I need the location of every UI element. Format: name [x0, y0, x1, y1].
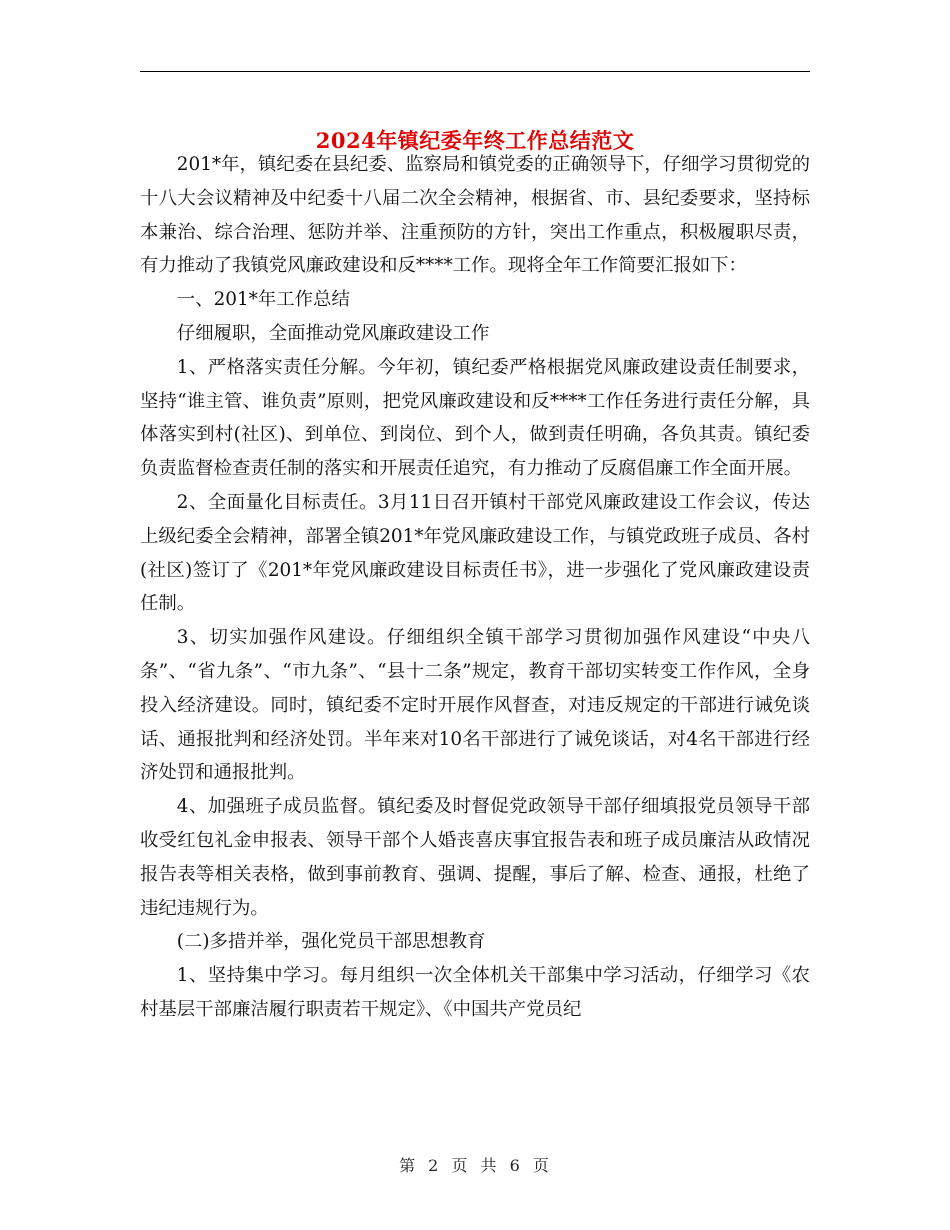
section-heading: 一、201*年工作总结	[176, 289, 350, 311]
document-body	[140, 148, 810, 1027]
document-title: 2024年镇纪委年终工作总结范文	[315, 128, 635, 154]
page-number-footer: 第 2 页 共 6 页	[399, 1156, 551, 1175]
paragraph-intro: 201*年，镇纪委在县纪委、监察局和镇党委的正确领导下，仔细学习贯彻党的十八大会议精神及中纪委十八届二次全会精神，根据省、市、县纪委要求，坚持标本兼治、综合治理、惩防并举、注重预防的方针，突出工作重点，积极履职尽责，有力推动了我镇党风廉政建设和反****工作。现将全年工作简要汇报如下：	[140, 154, 810, 277]
paragraph-item-2: 2、全面量化目标责任。3月11日召开镇村干部党风廉政建设工作会议，传达上级纪委全会精神，部署全镇201*年党风廉政建设工作，与镇党政班子成员、各村(社区)签订了《201*年党风廉政建设目标责任书》，进一步强化了党风廉政建设责任制。	[140, 491, 810, 615]
paragraph-item-5: 1、坚持集中学习。每月组织一次全体机关干部集中学习活动，仔细学习《农村基层干部廉洁履行职责若干规定》、《中国共产党员纪	[140, 965, 810, 1020]
paragraph-item-3: 3、切实加强作风建设。仔细组织全镇干部学习贯彻加强作风建设“中央八条”、“省九条”、“市九条”、“县十二条”规定，教育干部切实转变工作作风，全身投入经济建设。同时，镇纪委不定时开展作风督查，对违反规定的干部进行诫免谈话、通报批判和经济处罚。半年来对10名干部进行了诫免谈话，对4名干部进行经济处罚和通报批判。	[140, 627, 810, 784]
subsection-heading: 仔细履职，全面推动党风廉政建设工作	[176, 322, 490, 344]
paragraph-item-1: 1、严格落实责任分解。今年初，镇纪委严格根据党风廉政建设责任制要求，坚持“谁主管、谁负责”原则，把党风廉政建设和反****工作任务进行责任分解，具体落实到村(社区)、到单位、到岗位、到个人，做到责任明确，各负其责。镇纪委负责监督检查责任制的落实和开展责任追究，有力推动了反腐倡廉工作全面开展。	[140, 356, 810, 480]
subsection-heading-2: (二)多措并举，强化党员干部思想教育	[176, 931, 486, 953]
header-rule	[140, 71, 810, 72]
paragraph-item-4: 4、加强班子成员监督。镇纪委及时督促党政领导干部仔细填报党员领导干部收受红包礼金申报表、领导干部个人婚丧喜庆事宜报告表和班子成员廉洁从政情况报告表等相关表格，做到事前教育、强调、提醒，事后了解、检查、通报，杜绝了违纪违规行为。	[140, 796, 810, 919]
